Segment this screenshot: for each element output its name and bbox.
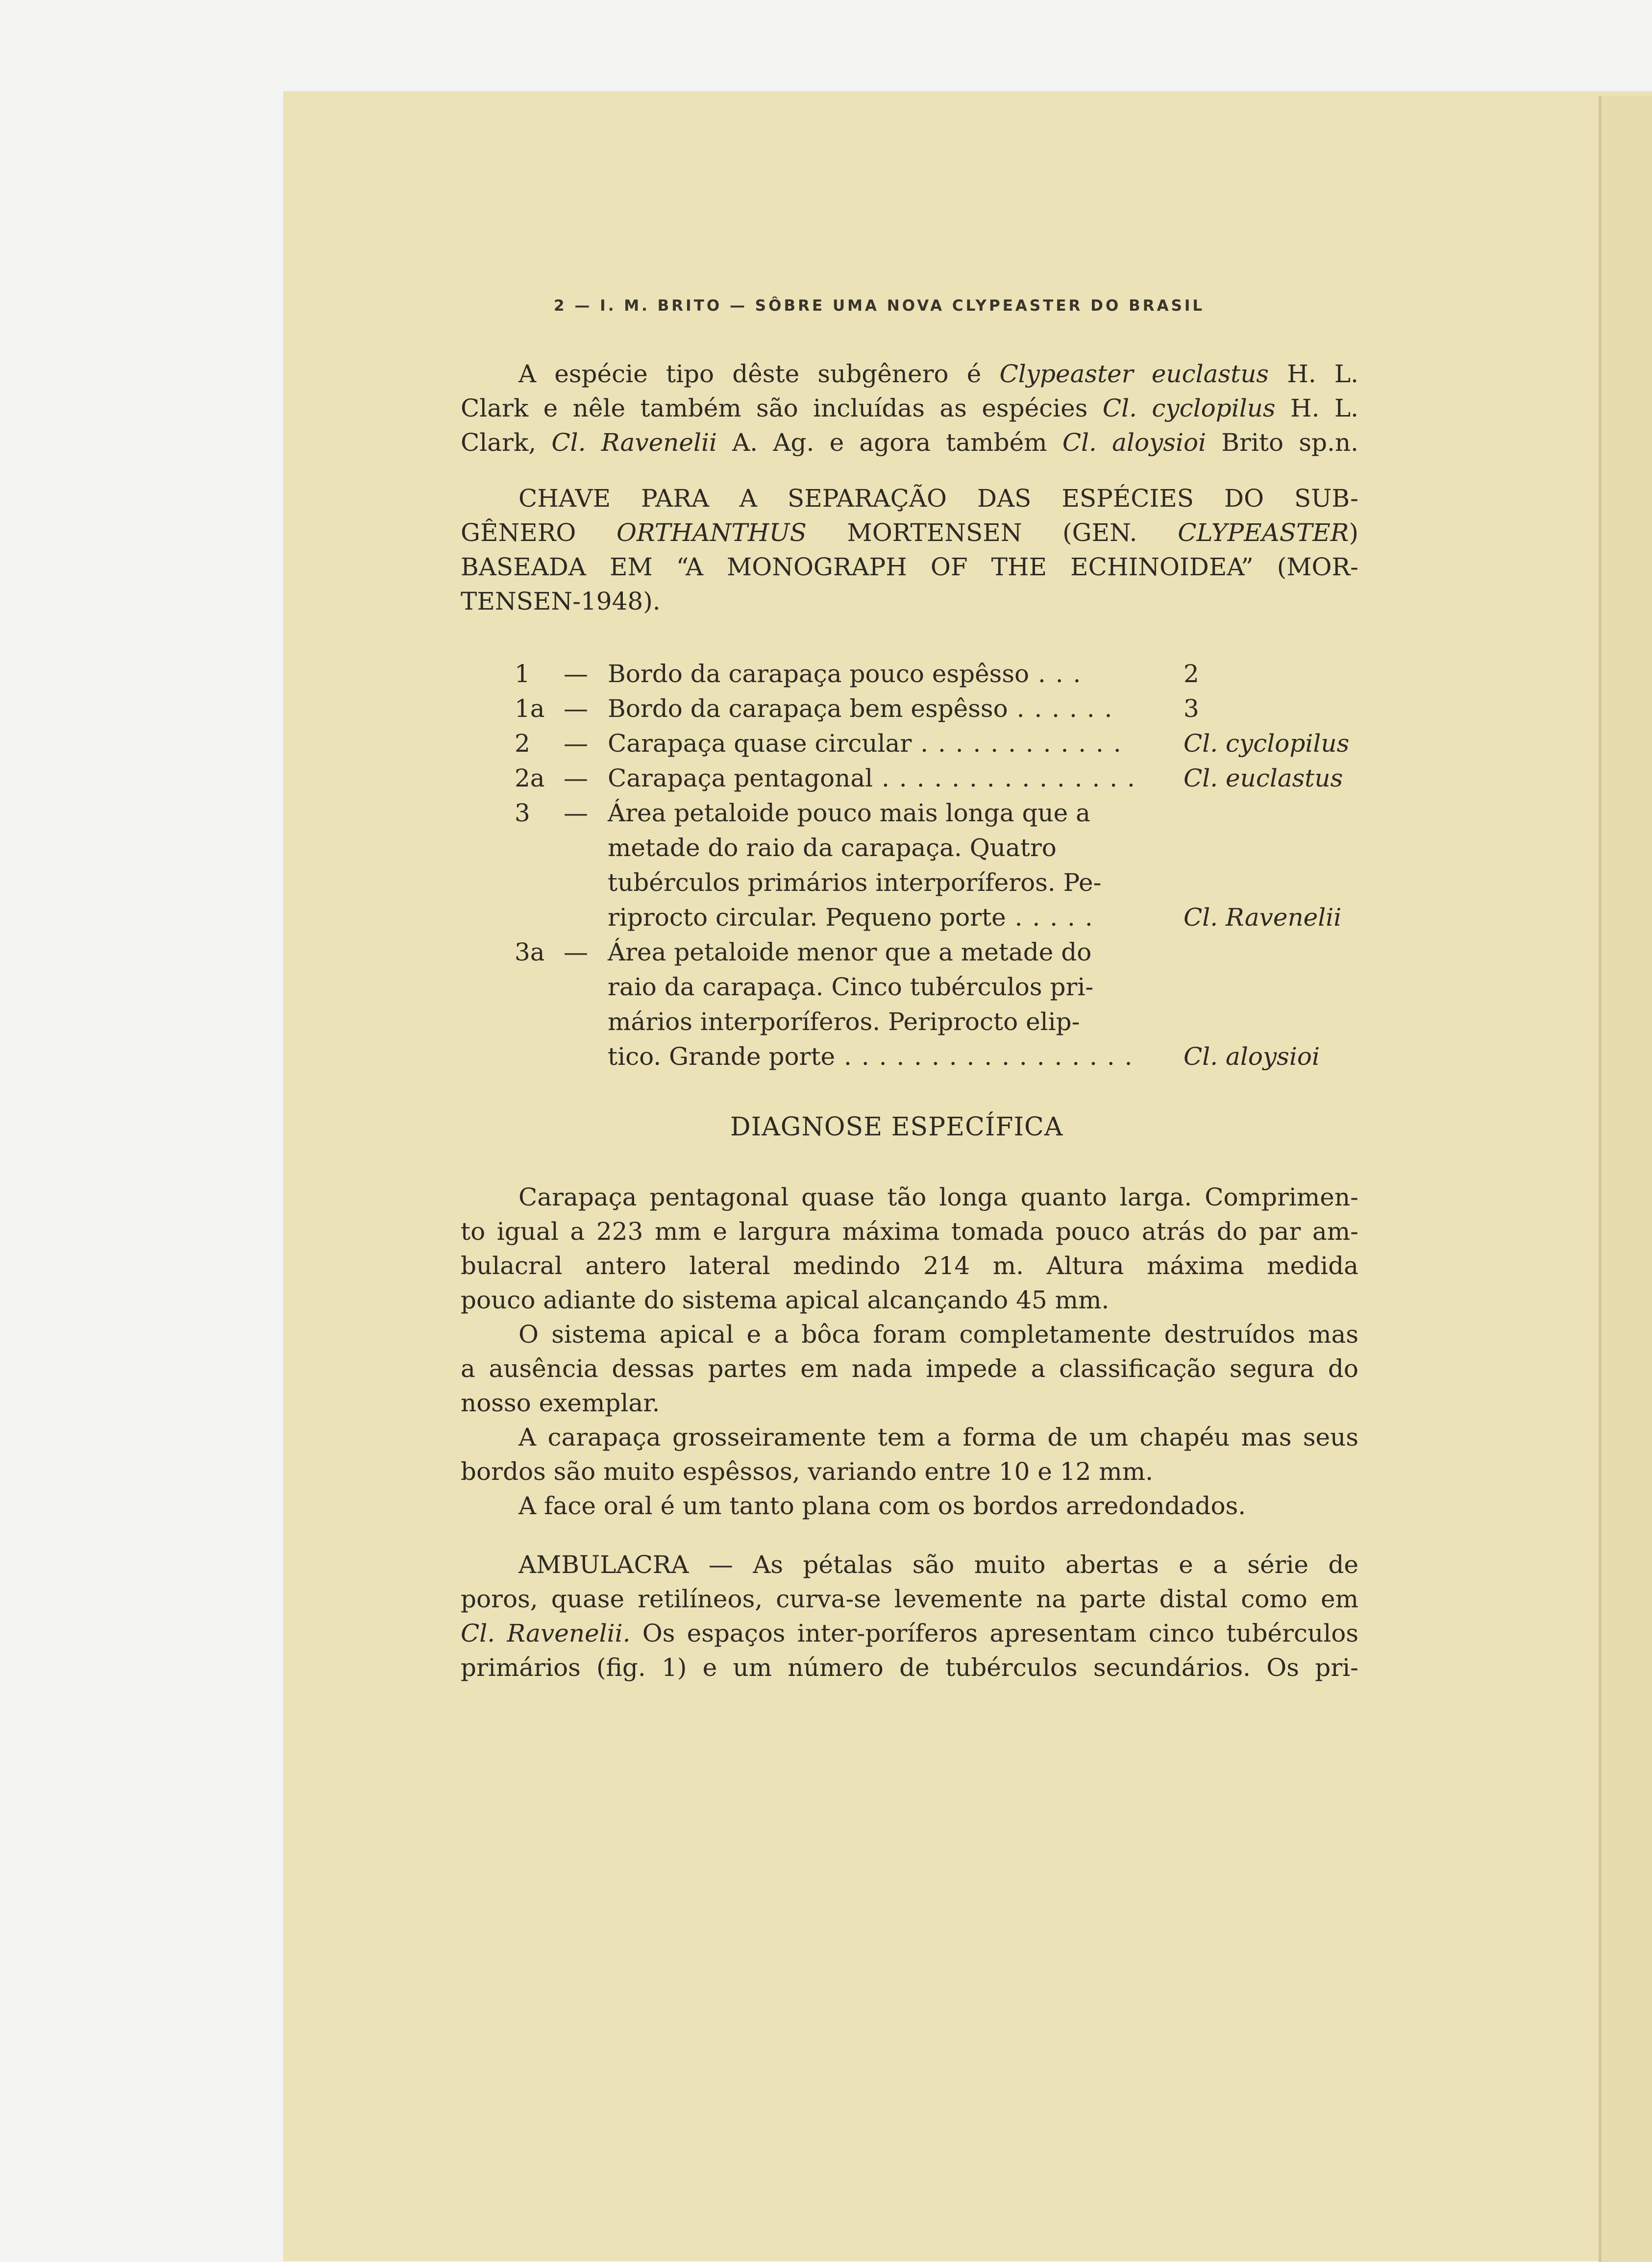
key-heading-line: BASEADA EM “A MONOGRAPH OF THE ECHINOIDEA” (MOR- xyxy=(461,553,1358,581)
key-description-text: Carapaça pentagonal xyxy=(608,764,873,792)
key-row xyxy=(515,726,1367,761)
key-row xyxy=(515,831,1367,865)
diagnosis-line: nosso exemplar. xyxy=(461,1389,660,1417)
key-number: 2a xyxy=(515,764,545,792)
key-description xyxy=(608,831,1057,865)
key-result: 3 xyxy=(1184,694,1199,723)
ambulacra-line xyxy=(461,1616,1358,1650)
intro-paragraph xyxy=(461,357,1358,460)
ambulacra-line: primários (fig. 1) e um número de tubérculos secundários. Os pri- xyxy=(461,1653,1358,1682)
text-run: MORTENSEN (GEN. xyxy=(806,518,1178,547)
key-dash: — xyxy=(564,799,588,827)
key-description xyxy=(608,970,1093,1005)
intro-line xyxy=(461,425,1358,460)
key-description-text: Carapaça quase circular xyxy=(608,729,912,758)
text-run: Clark, xyxy=(461,428,552,457)
key-description xyxy=(608,1005,1080,1039)
text-run: Clark e nêle também são incluídas as espécies xyxy=(461,394,1103,422)
ambulacra-paragraph xyxy=(461,1548,1358,1685)
key-dash: — xyxy=(564,938,588,966)
species-name: Cl. cyclopilus xyxy=(1102,394,1276,422)
diagnosis-line: bordos são muito espêssos, variando entre 10 e 12 mm. xyxy=(461,1457,1154,1486)
key-description xyxy=(608,900,1094,935)
key-row xyxy=(515,900,1367,935)
key-heading-line xyxy=(461,516,1358,550)
key-description-text: raio da carapaça. Cinco tubérculos pri- xyxy=(608,973,1094,1001)
text-run: ) xyxy=(1349,518,1358,547)
key-description xyxy=(608,691,1113,726)
key-leader-dots: . . . . . . . . . . . . . . . xyxy=(873,764,1136,792)
key-description-text: mários interporíferos. Periprocto elip- xyxy=(608,1008,1080,1036)
key-result: Cl. Ravenelii xyxy=(1184,903,1342,932)
key-number: 2 xyxy=(515,729,530,758)
key-row xyxy=(515,657,1367,691)
ambulacra-line: AMBULACRA — As pétalas são muito abertas e a série de xyxy=(518,1550,1358,1579)
ambulacra-line: poros, quase retilíneos, curva-se levemente na parte distal como em xyxy=(461,1585,1358,1613)
key-description xyxy=(608,657,1082,691)
key-number: 1 xyxy=(515,660,530,688)
facing-page-edge xyxy=(1599,96,1652,2262)
key-description-text: tico. Grande porte xyxy=(608,1042,836,1071)
key-heading-line: CHAVE PARA A SEPARAÇÃO DAS ESPÉCIES DO SUB- xyxy=(518,484,1358,513)
key-dash: — xyxy=(564,764,588,792)
key-row xyxy=(515,935,1367,970)
key-row xyxy=(515,865,1367,900)
key-row xyxy=(515,796,1367,831)
diagnosis-line: pouco adiante do sistema apical alcançando 45 mm. xyxy=(461,1286,1110,1314)
key-row xyxy=(515,691,1367,726)
diagnosis-line: a ausência dessas partes em nada impede a classificação segura do xyxy=(461,1354,1358,1383)
genus-name: CLYPEASTER xyxy=(1178,518,1349,547)
identification-key xyxy=(515,657,1367,1074)
key-result: Cl. cyclopilus xyxy=(1184,729,1350,758)
genus-name: ORTHANTHUS xyxy=(616,518,807,547)
text-run: A. Ag. e agora também xyxy=(716,428,1062,457)
key-number: 3a xyxy=(515,938,545,966)
key-leader-dots: . . . . . xyxy=(1006,903,1094,932)
key-description xyxy=(608,796,1090,831)
key-dash: — xyxy=(564,660,588,688)
section-title: DIAGNOSE ESPECÍFICA xyxy=(730,1112,1063,1142)
key-description-text: Bordo da carapaça pouco espêsso xyxy=(608,660,1030,688)
diagnosis-text xyxy=(461,1180,1358,1523)
key-leader-dots: . . . . . . . . . . . . . . . . . xyxy=(835,1042,1134,1071)
species-name: Cl. aloysioi xyxy=(1062,428,1207,457)
key-result: Cl. euclastus xyxy=(1184,764,1343,792)
intro-line xyxy=(461,391,1358,425)
key-leader-dots: . . . xyxy=(1029,660,1082,688)
key-number: 1a xyxy=(515,694,545,723)
diagnosis-line: A face oral é um tanto plana com os bordos arredondados. xyxy=(518,1492,1246,1520)
key-description-text: tubérculos primários interporíferos. Pe- xyxy=(608,868,1102,897)
key-description xyxy=(608,726,1122,761)
key-row xyxy=(515,1039,1367,1074)
key-row xyxy=(515,1005,1367,1039)
key-row xyxy=(515,970,1367,1005)
key-dash: — xyxy=(564,694,588,723)
key-description-text: metade do raio da carapaça. Quatro xyxy=(608,834,1057,862)
species-name: Clypeaster euclastus xyxy=(999,360,1269,388)
key-leader-dots: . . . . . . xyxy=(1008,694,1113,723)
running-head: 2 — I. M. BRITO — SÔBRE UMA NOVA CLYPEASTER DO BRASIL xyxy=(554,297,1205,315)
text-run: GÊNERO xyxy=(461,518,616,547)
intro-line xyxy=(461,357,1358,391)
species-name: Cl. Ravenelii. xyxy=(461,1619,631,1647)
text-run: H. L. xyxy=(1275,394,1358,422)
text-run: Os espaços inter-poríferos apresentam cinco tubérculos xyxy=(630,1619,1359,1647)
key-description-text: Área petaloide pouco mais longa que a xyxy=(608,799,1090,827)
key-description-text: riprocto circular. Pequeno porte xyxy=(608,903,1006,932)
key-description-text: Bordo da carapaça bem espêsso xyxy=(608,694,1008,723)
diagnosis-line: to igual a 223 mm e largura máxima tomada pouco atrás do par am- xyxy=(461,1217,1358,1246)
species-name: Cl. Ravenelii xyxy=(551,428,717,457)
key-result: 2 xyxy=(1184,660,1199,688)
diagnosis-line: A carapaça grosseiramente tem a forma de um chapéu mas seus xyxy=(518,1423,1358,1451)
key-dash: — xyxy=(564,729,588,758)
key-description xyxy=(608,761,1136,796)
key-description xyxy=(608,935,1091,970)
key-heading xyxy=(461,481,1358,618)
key-result: Cl. aloysioi xyxy=(1184,1042,1320,1071)
key-description xyxy=(608,865,1102,900)
diagnosis-line: Carapaça pentagonal quase tão longa quanto larga. Comprimen- xyxy=(518,1183,1358,1211)
key-leader-dots: . . . . . . . . . . . . xyxy=(912,729,1122,758)
diagnosis-line: O sistema apical e a bôca foram completamente destruídos mas xyxy=(518,1320,1358,1349)
diagnosis-line: bulacral antero lateral medindo 214 m. Altura máxima medida xyxy=(461,1252,1358,1280)
text-run: Brito sp.n. xyxy=(1206,428,1358,457)
key-description-text: Área petaloide menor que a metade do xyxy=(608,938,1092,966)
text-run: A espécie tipo dêste subgênero é xyxy=(518,360,1000,388)
key-heading-line: TENSEN-1948). xyxy=(461,587,661,615)
key-description xyxy=(608,1039,1134,1074)
key-row xyxy=(515,761,1367,796)
key-number: 3 xyxy=(515,799,530,827)
text-run: H. L. xyxy=(1269,360,1358,388)
